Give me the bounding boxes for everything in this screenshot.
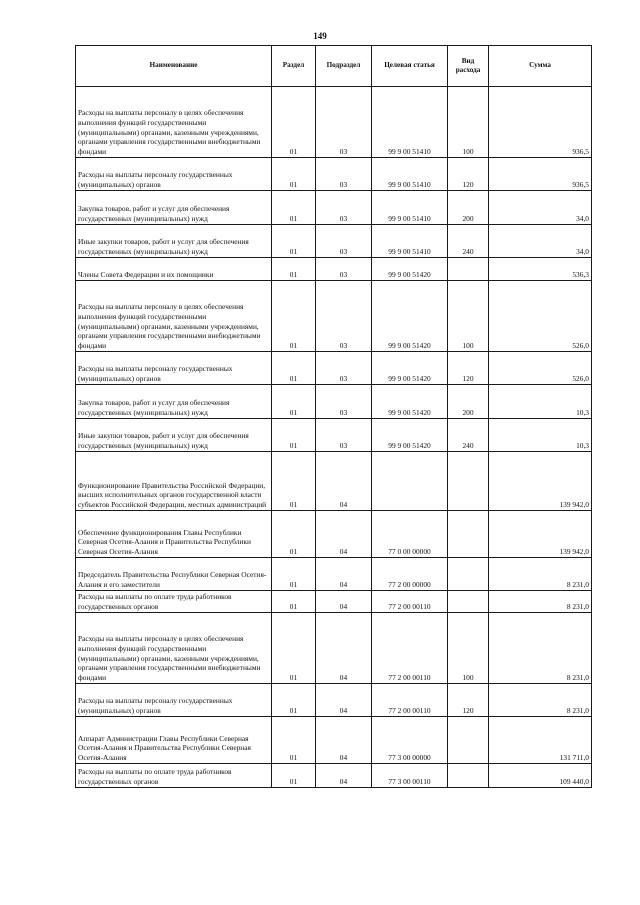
row-expense-type xyxy=(448,558,489,591)
row-section: 01 xyxy=(272,591,316,613)
row-amount: 8 231,0 xyxy=(489,684,592,717)
row-section: 01 xyxy=(272,684,316,717)
row-target-article: 99 9 00 51410 xyxy=(372,191,448,225)
row-expense-type xyxy=(448,764,489,788)
table-row xyxy=(76,191,592,225)
row-section: 01 xyxy=(272,452,316,511)
row-target-article: 77 2 00 00110 xyxy=(372,684,448,717)
row-expense-type xyxy=(448,452,489,511)
row-amount: 536,3 xyxy=(489,258,592,281)
row-expense-type: 240 xyxy=(448,419,489,452)
row-section: 01 xyxy=(272,281,316,352)
row-expense-type xyxy=(448,511,489,558)
row-name: Функционирование Правительства Российской Федерации, высших исполнительных органов государственной власти субъектов Российской Федерации, местных администраций xyxy=(76,452,272,511)
row-subsection: 04 xyxy=(316,452,372,511)
row-amount: 936,5 xyxy=(489,87,592,158)
row-name: Закупка товаров, работ и услуг для обеспечения государственных (муниципальных) нужд xyxy=(76,385,272,419)
row-amount: 34,0 xyxy=(489,191,592,225)
row-subsection: 04 xyxy=(316,717,372,764)
row-section: 01 xyxy=(272,419,316,452)
table-row xyxy=(76,558,592,591)
row-subsection: 03 xyxy=(316,281,372,352)
row-target-article: 77 2 00 00110 xyxy=(372,613,448,684)
row-subsection: 03 xyxy=(316,385,372,419)
row-target-article: 77 0 00 00000 xyxy=(372,511,448,558)
row-subsection: 04 xyxy=(316,558,372,591)
row-target-article: 99 9 00 51410 xyxy=(372,158,448,191)
row-amount: 8 231,0 xyxy=(489,613,592,684)
row-name: Иные закупки товаров, работ и услуг для обеспечения государственных (муниципальных) нужд xyxy=(76,225,272,258)
row-section: 01 xyxy=(272,613,316,684)
row-name: Аппарат Администрации Главы Республики Северная Осетия-Алания и Правительства Республики Северная Осетия-Алания xyxy=(76,717,272,764)
row-section: 01 xyxy=(272,258,316,281)
row-name: Расходы на выплаты персоналу в целях обеспечения выполнения функций государственными (муниципальными) органами, казенными учреждениями, органами управления государственными внебюджетными фондами xyxy=(76,281,272,352)
row-name: Расходы на выплаты персоналу в целях обеспечения выполнения функций государственными (муниципальными) органами, казенными учреждениями, органами управления государственными внебюджетными фондами xyxy=(76,613,272,684)
row-expense-type: 100 xyxy=(448,613,489,684)
table-row xyxy=(76,225,592,258)
row-amount: 139 942,0 xyxy=(489,511,592,558)
row-target-article: 77 2 00 00000 xyxy=(372,558,448,591)
table-row xyxy=(76,352,592,385)
row-name: Расходы на выплаты по оплате труда работников государственных органов xyxy=(76,764,272,788)
table-row xyxy=(76,717,592,764)
table-body xyxy=(76,87,592,788)
row-target-article: 99 9 00 51420 xyxy=(372,385,448,419)
row-amount: 10,3 xyxy=(489,385,592,419)
row-subsection: 04 xyxy=(316,591,372,613)
row-subsection: 03 xyxy=(316,87,372,158)
row-section: 01 xyxy=(272,717,316,764)
row-section: 01 xyxy=(272,764,316,788)
row-name: Председатель Правительства Республики Северная Осетия-Алания и его заместители xyxy=(76,558,272,591)
row-subsection: 04 xyxy=(316,764,372,788)
header-target-article: Целевая статья xyxy=(372,46,448,87)
row-name: Расходы на выплаты персоналу в целях обеспечения выполнения функций государственными (муниципальными) органами, казенными учреждениями, органами управления государственными внебюджетными фондами xyxy=(76,87,272,158)
row-target-article: 77 2 00 00110 xyxy=(372,591,448,613)
row-amount: 526,0 xyxy=(489,281,592,352)
row-target-article: 77 3 00 00000 xyxy=(372,717,448,764)
row-amount: 8 231,0 xyxy=(489,591,592,613)
row-target-article: 99 9 00 51420 xyxy=(372,419,448,452)
row-name: Расходы на выплаты персоналу государственных (муниципальных) органов xyxy=(76,684,272,717)
row-amount: 10,3 xyxy=(489,419,592,452)
header-section: Раздел xyxy=(272,46,316,87)
row-expense-type: 240 xyxy=(448,225,489,258)
row-subsection: 03 xyxy=(316,419,372,452)
table-row xyxy=(76,87,592,158)
row-target-article: 99 9 00 51410 xyxy=(372,225,448,258)
table-row xyxy=(76,684,592,717)
table-row xyxy=(76,764,592,788)
row-amount: 936,5 xyxy=(489,158,592,191)
row-name: Иные закупки товаров, работ и услуг для обеспечения государственных (муниципальных) нужд xyxy=(76,419,272,452)
row-section: 01 xyxy=(272,352,316,385)
row-expense-type: 100 xyxy=(448,281,489,352)
row-target-article: 99 9 00 51410 xyxy=(372,87,448,158)
page-number: 149 xyxy=(313,31,327,41)
row-expense-type xyxy=(448,717,489,764)
row-subsection: 03 xyxy=(316,225,372,258)
table-row xyxy=(76,158,592,191)
row-expense-type xyxy=(448,258,489,281)
row-section: 01 xyxy=(272,385,316,419)
row-section: 01 xyxy=(272,191,316,225)
header-subsection: Подраздел xyxy=(316,46,372,87)
row-name: Расходы на выплаты персоналу государственных (муниципальных) органов xyxy=(76,352,272,385)
table-header-row xyxy=(76,46,592,87)
row-target-article: 77 3 00 00110 xyxy=(372,764,448,788)
row-amount: 131 711,0 xyxy=(489,717,592,764)
row-expense-type: 120 xyxy=(448,352,489,385)
row-section: 01 xyxy=(272,558,316,591)
row-expense-type: 200 xyxy=(448,385,489,419)
row-name: Члены Совета Федерации и их помощники xyxy=(76,258,272,281)
table-row xyxy=(76,452,592,511)
table-row xyxy=(76,258,592,281)
row-section: 01 xyxy=(272,158,316,191)
row-amount: 526,0 xyxy=(489,352,592,385)
row-expense-type xyxy=(448,591,489,613)
row-amount: 139 942,0 xyxy=(489,452,592,511)
table-row xyxy=(76,591,592,613)
row-expense-type: 100 xyxy=(448,87,489,158)
row-target-article: 99 9 00 51420 xyxy=(372,258,448,281)
budget-table xyxy=(75,45,592,788)
row-subsection: 04 xyxy=(316,511,372,558)
row-amount: 8 231,0 xyxy=(489,558,592,591)
row-expense-type: 120 xyxy=(448,158,489,191)
row-subsection: 04 xyxy=(316,684,372,717)
table-row xyxy=(76,385,592,419)
row-target-article: 99 9 00 51420 xyxy=(372,352,448,385)
header-name: Наименование xyxy=(76,46,272,87)
table-row xyxy=(76,281,592,352)
row-section: 01 xyxy=(272,225,316,258)
row-subsection: 04 xyxy=(316,613,372,684)
table-row xyxy=(76,613,592,684)
row-amount: 109 440,0 xyxy=(489,764,592,788)
table-row xyxy=(76,419,592,452)
row-subsection: 03 xyxy=(316,258,372,281)
row-section: 01 xyxy=(272,87,316,158)
table-row xyxy=(76,511,592,558)
row-target-article xyxy=(372,452,448,511)
row-subsection: 03 xyxy=(316,158,372,191)
row-amount: 34,0 xyxy=(489,225,592,258)
row-subsection: 03 xyxy=(316,191,372,225)
row-name: Закупка товаров, работ и услуг для обеспечения государственных (муниципальных) нужд xyxy=(76,191,272,225)
row-expense-type: 120 xyxy=(448,684,489,717)
row-name: Обеспечение функционирования Главы Республики Северная Осетия-Алания и Правительства Республики Северная Осетия-Алания xyxy=(76,511,272,558)
row-target-article: 99 9 00 51420 xyxy=(372,281,448,352)
header-amount: Сумма xyxy=(489,46,592,87)
row-subsection: 03 xyxy=(316,352,372,385)
row-name: Расходы на выплаты по оплате труда работников государственных органов xyxy=(76,591,272,613)
row-name: Расходы на выплаты персоналу государственных (муниципальных) органов xyxy=(76,158,272,191)
header-expense-type: Вид расхода xyxy=(448,46,489,87)
row-section: 01 xyxy=(272,511,316,558)
row-expense-type: 200 xyxy=(448,191,489,225)
